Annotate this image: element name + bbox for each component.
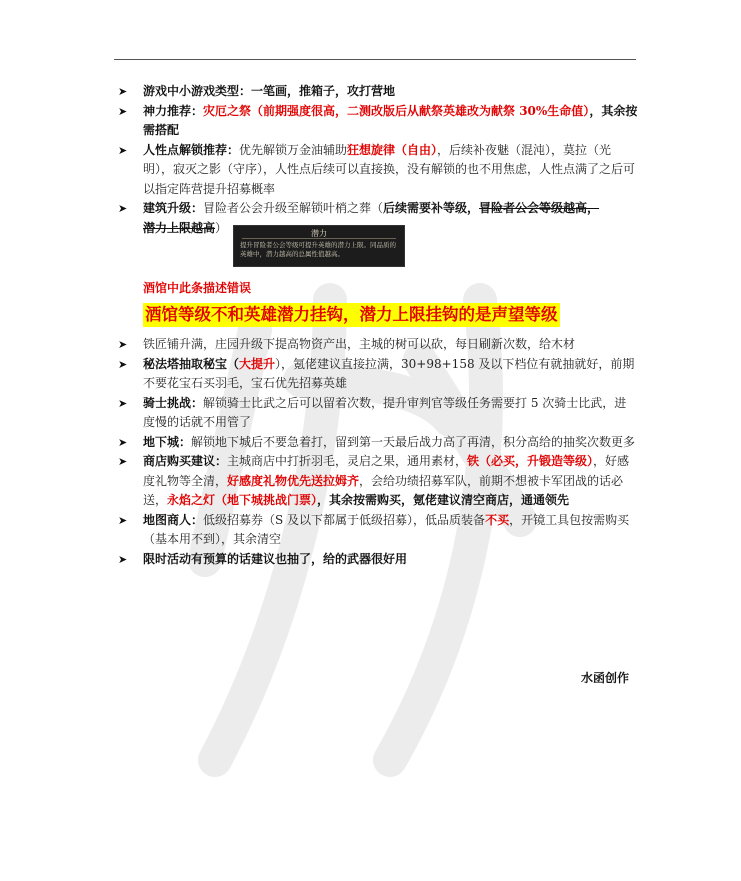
arrow-bullet-icon: ➤ — [118, 357, 128, 371]
correction-note-small: 酒馆中此条描述错误 — [143, 281, 252, 295]
list-item: ➤ 限时活动有预算的话建议也抽了，给的武器很好用 — [118, 550, 638, 570]
list-item: ➤ 地下城：解锁地下城后不要急着打，留到第一天最后战力高了再清，积分高给的抽奖次数更多 — [118, 433, 638, 453]
header-rule — [114, 59, 636, 60]
arrow-bullet-icon: ➤ — [118, 396, 128, 410]
list-item: ➤ 神力推荐：灾厄之祭（前期强度很高，二测改版后从献祭英雄改为献祭 30%生命值），其余按需搭配 — [118, 103, 638, 137]
list-item: ➤ 骑士挑战：解锁骑士比武之后可以留着次数，提升审判官等级任务需要打 5 次骑士比武，进度慢的话就不用管了 — [118, 395, 627, 429]
list-item: ➤ 秘法塔抽取秘宝（大提升），氪佬建议直接拉满，30+98+158 及以下档位有就抽就好，前期不要花宝石买羽毛，宝石优先招募英雄 — [118, 356, 635, 390]
tooltip-title: 潜力 — [311, 229, 327, 238]
arrow-bullet-icon: ➤ — [118, 455, 128, 468]
list-item: ➤ 人性点解锁推荐：优先解锁万金油辅助狂想旋律（自由），后续补夜魅（混沌），莫拉（光明），寂灭之影（守序），人性点后续可以直接换，没有解锁的也不用焦虑，人性点满了之后可以指定阵营提升招募概率 — [118, 142, 636, 196]
arrow-bullet-icon: ➤ — [118, 104, 128, 118]
arrow-bullet-icon: ➤ — [118, 143, 128, 157]
arrow-bullet-icon: ➤ — [118, 552, 128, 566]
arrow-bullet-icon: ➤ — [118, 85, 128, 98]
list-item: ➤ 铁匠铺升满，庄园升级下提高物资产出，主城的树可以砍，每日刷新次数，给木材 — [118, 335, 638, 355]
content-list-2 — [118, 335, 638, 569]
potential-tooltip-image — [233, 225, 405, 267]
tooltip-divider — [242, 238, 396, 239]
correction-note-highlight: 酒馆等级不和英雄潜力挂钩，潜力上限挂钩的是声望等级 — [143, 303, 560, 327]
list-item: ➤ 商店购买建议：主城商店中打折羽毛，灵启之果，通用素材，铁（必买，升锻造等级），好感度礼物等全清，好感度礼物优先送拉姆齐，会给功绩招募军队，前期不想被卡军团战的话必送，永焰之灯（地下城挑战门票），其余按需购买，氪佬建议清空商店，通通领先 — [118, 454, 630, 507]
list-item: ➤ 游戏中小游戏类型：一笔画，推箱子，攻打营地 — [118, 82, 638, 102]
content-list — [118, 82, 638, 238]
arrow-bullet-icon: ➤ — [118, 513, 128, 527]
author-signature: 水函创作 — [581, 671, 630, 685]
list-item: ➤ 建筑升级：冒险者公会升级至解锁叶梢之葬（后续需要补等级，冒险者公会等级越高， 潜力上限越高） — [118, 201, 600, 235]
tooltip-description: 提升冒险者公会等级可提升英雄的潜力上限。同品质的英雄中，潜力越高的总属性值越高。 — [240, 241, 396, 258]
arrow-bullet-icon: ➤ — [118, 435, 128, 449]
arrow-bullet-icon: ➤ — [118, 338, 128, 351]
arrow-bullet-icon: ➤ — [118, 202, 128, 215]
correction-note — [143, 279, 643, 335]
list-item: ➤ 地图商人：低级招募券（S 及以下都属于低级招募），低品质装备不买，开镜工具包按需购买（基本用不到），其余清空 — [118, 512, 630, 546]
